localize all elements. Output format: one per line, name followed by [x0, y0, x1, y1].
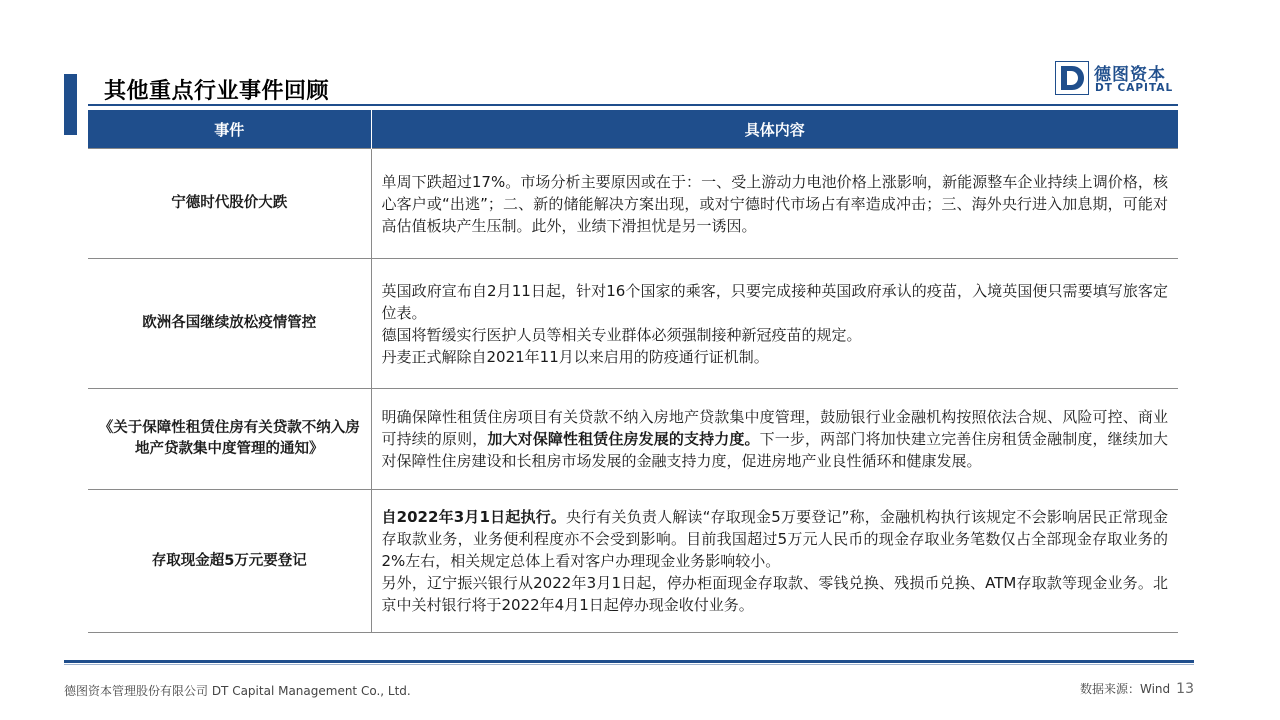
event-detail: [371, 490, 1178, 633]
page-title: 其他重点行业事件回顾: [104, 79, 330, 104]
detail-paragraph: [382, 506, 1169, 572]
event-detail: [371, 259, 1178, 389]
table-row: [88, 259, 1178, 389]
footer-company: 德图资本管理股份有限公司 DT Capital Management Co., Ltd.: [64, 684, 411, 698]
footer-source: [1080, 680, 1194, 697]
page-number: 13: [1176, 681, 1194, 697]
table-row: [88, 389, 1178, 490]
detail-text: 央行有关负责人解读“存取现金5万要登记”称，金融机构执行该规定不会影响居民正常现金存取款业务，业务便利程度亦不会受到影响。目前我国超过5万元人民币的现金存取业务笔数仅占全部现金存取业务的2%左右，相关规定总体上看对客户办理现金业务影响较小。: [381, 508, 1169, 570]
event-name: 欧洲各国继续放松疫情管控: [88, 259, 371, 389]
company-logo: [1055, 61, 1180, 97]
detail-text: 单周下跌超过17%。市场分析主要原因或在于：一、受上游动力电池价格上涨影响，新能源整车企业持续上调价格，核心客户或“出逃”；二、新的储能解决方案出现，或对宁德时代市场占有率造成冲击；三、海外央行进入加息期，可能对高估值板块产生压制。此外，业绩下滑担忧是另一诱因。: [381, 172, 1168, 235]
column-header-detail: 具体内容: [371, 110, 1178, 149]
detail-text: 英国政府宣布自2月11日起，针对16个国家的乘客，只要完成接种英国政府承认的疫苗，入境英国便只需要填写旅客定位表。: [381, 281, 1168, 322]
title-accent-bar: [64, 74, 77, 135]
detail-text: 明确保障性租赁住房项目有关贷款不纳入房地产贷款集中度管理，鼓励银行业金融机构按照依法合规、风险可控、商业可持续的原则，: [381, 408, 1168, 448]
detail-text: 下一步，两部门将加快建立完善住房租赁金融制度，继续加大对保障性住房建设和长租房市场发展的金融支持力度，促进房地产业良性循环和健康发展。: [381, 430, 1168, 470]
title-underline: [88, 104, 1178, 106]
event-detail: [371, 149, 1178, 259]
logo-english-name: DT CAPITAL: [1095, 82, 1174, 94]
table-row: [88, 490, 1178, 633]
table-header-row: [88, 110, 1178, 149]
logo-chinese-name: 德图资本: [1094, 65, 1166, 85]
detail-text-bold: 自2022年3月1日起执行。: [381, 508, 567, 526]
table-row: [88, 149, 1178, 259]
footer-rule: [64, 660, 1194, 663]
detail-text-bold: 加大对保障性租赁住房发展的支持力度。: [487, 430, 760, 448]
event-name: 存取现金超5万元要登记: [88, 490, 371, 633]
column-header-event: 事件: [88, 110, 371, 149]
events-table: [88, 110, 1178, 633]
detail-text: 丹麦正式解除自2021年11月以来启用的防疫通行证机制。: [381, 347, 769, 366]
footer-rule-thin: [64, 664, 1194, 665]
event-name: 宁德时代股价大跌: [88, 149, 371, 259]
event-detail: [371, 389, 1178, 490]
data-source: 数据来源：Wind: [1080, 682, 1171, 696]
event-name: 《关于保障性租赁住房有关贷款不纳入房地产贷款集中度管理的通知》: [88, 389, 371, 490]
detail-text: 另外，辽宁振兴银行从2022年3月1日起，停办柜面现金存取款、零钱兑换、残损币兑换、ATM存取款等现金业务。北京中关村银行将于2022年4月1日起停办现金收付业务。: [381, 574, 1168, 614]
detail-text: 德国将暂缓实行医护人员等相关专业群体必须强制接种新冠疫苗的规定。: [381, 325, 862, 344]
dt-logo-icon: [1055, 61, 1089, 95]
